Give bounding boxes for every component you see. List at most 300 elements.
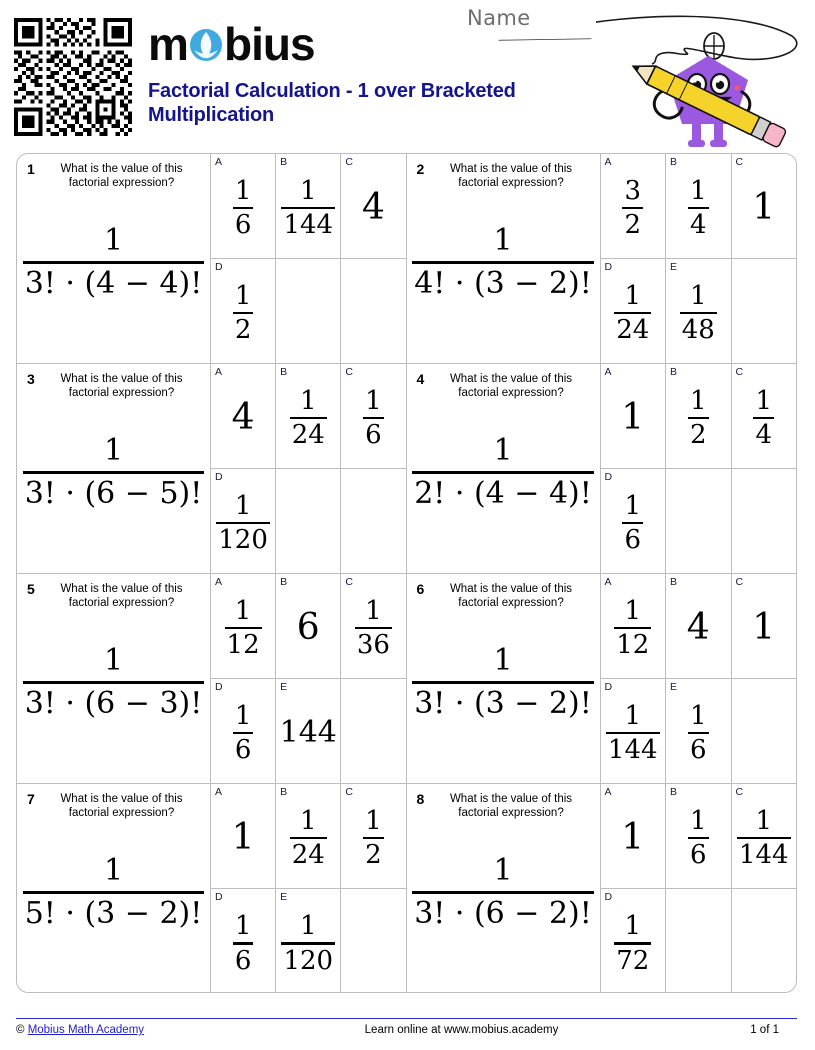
option-cell-empty — [666, 469, 732, 574]
option-letter-a: A — [604, 156, 612, 168]
option-cell-c[interactable] — [341, 574, 405, 678]
option-cell-b[interactable] — [276, 364, 341, 468]
fraction-bar — [606, 732, 660, 735]
option-cell-a[interactable] — [601, 154, 667, 258]
fraction-numerator: 1 — [234, 280, 252, 311]
fraction-numerator: 1 — [624, 280, 642, 311]
fraction-numerator: 1 — [299, 175, 317, 206]
option-letter-a: A — [604, 576, 612, 588]
option-letter-c: C — [345, 786, 353, 798]
question-prompt: What is the value of this factorial expression? — [60, 793, 183, 820]
fraction-numerator: 1 — [365, 805, 382, 836]
fraction-numerator: 1 — [365, 385, 382, 416]
options-row-bottom — [211, 259, 406, 364]
fraction-denominator: 4 — [755, 420, 773, 450]
option-cell-e[interactable] — [276, 679, 341, 784]
option-letter-e: E — [670, 680, 678, 693]
question-row — [17, 784, 796, 993]
fraction — [225, 595, 262, 660]
fraction-numerator: 1 — [755, 805, 773, 836]
whole-number: 144 — [279, 714, 337, 750]
fraction-numerator: 1 — [103, 643, 124, 678]
fraction-denominator: 6 — [624, 525, 642, 555]
footer-divider — [16, 1018, 797, 1019]
option-value — [232, 396, 255, 436]
fraction-denominator: 2 — [365, 840, 382, 871]
question-block — [17, 154, 407, 363]
fraction-bar — [688, 732, 709, 735]
option-value — [737, 804, 791, 869]
fraction-bar — [412, 891, 594, 894]
question-number: 1 — [27, 161, 35, 177]
option-cell-b[interactable] — [666, 574, 732, 678]
option-cell-a[interactable] — [601, 574, 667, 678]
options-row-bottom — [601, 889, 797, 993]
fraction-numerator: 1 — [755, 385, 773, 416]
question-block — [407, 154, 797, 363]
question-row — [17, 364, 796, 574]
option-cell-empty — [666, 889, 732, 993]
fraction-numerator: 1 — [624, 911, 642, 942]
worksheet-header — [0, 0, 815, 150]
option-letter-a: A — [215, 156, 223, 168]
fraction-numerator: 1 — [689, 700, 707, 731]
fraction-bar — [753, 417, 774, 420]
fraction-numerator: 1 — [365, 595, 382, 626]
question-expression — [407, 433, 600, 511]
worksheet-footer — [16, 1024, 797, 1036]
fraction-numerator: 1 — [493, 433, 513, 468]
fraction-denominator: 24 — [616, 315, 650, 345]
option-letter-b: B — [670, 786, 678, 798]
fraction-denominator: 3! · (6 − 2)! — [414, 895, 592, 931]
fraction — [281, 913, 335, 974]
option-letter-b: B — [280, 576, 288, 588]
fraction — [363, 385, 384, 450]
fraction-denominator: 2! · (4 − 4)! — [414, 475, 592, 511]
options-row-top — [601, 784, 797, 889]
fraction-bar — [225, 627, 262, 630]
whole-number: 1 — [752, 186, 776, 228]
option-letter-d: D — [215, 470, 223, 483]
options-row-bottom — [601, 469, 797, 574]
page-title: Factorial Calculation - 1 over Bracketed Multiplication — [148, 80, 516, 126]
option-value — [688, 804, 709, 869]
fraction-bar — [363, 417, 384, 420]
fraction-denominator: 6 — [689, 840, 707, 871]
copyright-symbol: © — [16, 1024, 25, 1036]
fraction — [622, 175, 643, 240]
option-value — [233, 699, 254, 764]
fraction — [412, 223, 594, 301]
option-value — [621, 396, 644, 436]
option-letter-e: E — [670, 260, 678, 273]
fraction-denominator: 3! · (3 − 2)! — [414, 685, 592, 721]
fraction-bar — [622, 522, 643, 525]
option-letter-a: A — [604, 786, 612, 798]
fraction-bar — [233, 732, 254, 735]
fraction-bar — [614, 312, 651, 315]
option-value — [614, 279, 651, 344]
option-value — [290, 804, 327, 869]
question-prompt: What is the value of this factorial expression? — [449, 583, 573, 610]
fraction-numerator: 1 — [689, 280, 707, 311]
fraction-numerator: 1 — [689, 805, 707, 836]
option-cell-c[interactable] — [341, 154, 405, 258]
option-cell-d[interactable] — [601, 679, 667, 784]
whole-number: 1 — [621, 817, 645, 858]
option-letter-c: C — [735, 576, 744, 588]
question-row — [17, 574, 796, 784]
option-letter-b: B — [280, 156, 288, 168]
options-grid — [211, 154, 406, 363]
option-letter-e: E — [280, 680, 288, 693]
option-value — [363, 804, 384, 869]
fraction — [680, 280, 717, 345]
options-grid — [211, 784, 406, 993]
option-cell-empty — [732, 259, 797, 364]
option-cell-c[interactable] — [341, 784, 405, 888]
option-letter-a: A — [215, 366, 223, 378]
fraction — [290, 805, 327, 871]
option-cell-d[interactable] — [211, 259, 276, 364]
fraction-numerator: 1 — [234, 911, 252, 942]
option-value — [752, 606, 775, 646]
option-cell-b[interactable] — [666, 154, 732, 258]
option-cell-empty — [276, 259, 341, 364]
fraction-numerator: 1 — [103, 223, 124, 258]
question-block — [17, 364, 407, 573]
options-grid — [601, 574, 797, 783]
option-value — [614, 594, 651, 659]
option-letter-d: D — [215, 260, 223, 273]
svg-text:bius: bius — [224, 20, 315, 70]
option-cell-e[interactable] — [666, 259, 732, 364]
options-row-top — [601, 574, 797, 679]
fraction-numerator: 1 — [234, 490, 252, 521]
option-letter-b: B — [280, 786, 288, 798]
fraction-bar — [737, 837, 791, 840]
fraction-denominator: 144 — [283, 210, 334, 240]
option-value — [606, 699, 660, 764]
option-cell-a[interactable] — [211, 784, 276, 888]
fraction-bar — [23, 261, 205, 264]
fraction — [412, 853, 594, 931]
question-number: 8 — [416, 791, 425, 807]
option-value — [752, 186, 775, 226]
fraction-denominator: 12 — [616, 630, 650, 660]
question-number: 7 — [27, 791, 35, 807]
fraction-numerator: 3 — [624, 175, 642, 206]
option-letter-a: A — [215, 576, 223, 588]
fraction-denominator: 4 — [689, 210, 707, 240]
option-cell-d[interactable] — [211, 469, 276, 574]
option-cell-c[interactable] — [732, 154, 797, 258]
option-cell-empty — [732, 889, 797, 993]
option-value — [233, 909, 254, 974]
fraction-numerator: 1 — [299, 805, 317, 836]
option-letter-d: D — [604, 470, 613, 483]
fraction-denominator: 144 — [607, 735, 658, 765]
question-prompt: What is the value of this factorial expression? — [60, 373, 183, 400]
option-cell-c[interactable] — [732, 574, 797, 678]
option-value — [281, 909, 335, 974]
options-row-bottom — [601, 259, 797, 364]
question-cell — [407, 364, 601, 573]
fraction-denominator: 2 — [234, 315, 252, 345]
whole-number: 4 — [686, 606, 710, 648]
options-row-top — [211, 154, 406, 259]
option-cell-b[interactable] — [666, 364, 732, 468]
fraction-denominator: 6 — [365, 420, 382, 450]
question-expression — [17, 433, 210, 511]
option-letter-a: A — [604, 366, 612, 378]
fraction-denominator: 6 — [234, 945, 252, 976]
fraction — [753, 385, 774, 450]
fraction-bar — [412, 261, 594, 264]
fraction-bar — [290, 837, 327, 840]
option-value — [687, 606, 710, 646]
fraction-denominator: 120 — [283, 945, 334, 976]
option-cell-b[interactable] — [276, 574, 341, 678]
whole-number: 4 — [231, 396, 255, 438]
option-letter-c: C — [735, 786, 744, 798]
option-cell-e[interactable] — [666, 679, 732, 784]
option-value — [621, 816, 644, 856]
qr-code-icon[interactable] — [14, 18, 132, 136]
fraction — [363, 805, 384, 871]
fraction-bar — [233, 207, 254, 210]
question-block — [17, 574, 407, 783]
fraction-bar — [23, 891, 205, 894]
option-letter-b: B — [670, 576, 678, 588]
fraction-denominator: 12 — [226, 630, 260, 660]
fraction-numerator: 1 — [234, 175, 252, 206]
options-grid — [211, 364, 406, 573]
svg-text:m: m — [148, 20, 188, 70]
option-value — [280, 714, 337, 748]
fraction — [622, 490, 643, 555]
option-cell-empty — [276, 469, 341, 574]
question-prompt: What is the value of this factorial expression? — [60, 583, 183, 610]
option-cell-b[interactable] — [666, 784, 732, 888]
option-cell-empty — [732, 679, 797, 784]
fraction-bar — [281, 207, 335, 210]
fraction-bar — [290, 417, 327, 420]
question-number: 5 — [27, 581, 35, 597]
option-cell-empty — [341, 889, 405, 993]
whole-number: 1 — [231, 817, 255, 858]
fraction-bar — [688, 837, 709, 840]
fraction — [23, 853, 205, 931]
question-cell — [17, 784, 211, 993]
pentagon-mascot-icon — [596, 4, 808, 150]
fraction-bar — [216, 522, 270, 525]
option-cell-d[interactable] — [211, 889, 276, 993]
name-label: Name — [467, 6, 531, 30]
whole-number: 1 — [621, 396, 645, 438]
fraction-denominator: 3! · (6 − 5)! — [24, 475, 203, 511]
option-letter-e: E — [280, 891, 288, 903]
fraction-denominator: 48 — [681, 315, 715, 345]
options-row-top — [601, 154, 797, 259]
footer-center-text: Learn online at www.mobius.academy — [364, 1024, 559, 1036]
option-cell-d[interactable] — [211, 679, 276, 784]
fraction — [233, 913, 254, 974]
options-grid — [211, 574, 406, 783]
fraction — [216, 490, 270, 555]
option-value — [680, 279, 717, 344]
fraction-numerator: 1 — [299, 385, 317, 416]
option-letter-b: B — [280, 366, 288, 378]
question-expression — [407, 643, 600, 721]
fraction — [290, 385, 327, 450]
options-row-bottom — [211, 889, 406, 993]
option-cell-c[interactable] — [732, 784, 797, 888]
fraction — [688, 385, 709, 450]
option-value — [622, 489, 643, 554]
fraction-bar — [233, 312, 254, 315]
fraction-numerator: 1 — [103, 853, 124, 888]
option-letter-b: B — [670, 366, 678, 378]
fraction — [412, 433, 594, 511]
fraction-bar — [614, 942, 651, 945]
fraction-numerator: 1 — [493, 853, 513, 888]
options-row-top — [211, 574, 406, 679]
fraction — [614, 595, 651, 660]
fraction — [23, 433, 205, 511]
question-prompt: What is the value of this factorial expression? — [449, 163, 573, 190]
fraction-bar — [281, 942, 335, 945]
option-value — [753, 384, 774, 449]
option-value — [232, 816, 255, 856]
option-cell-d[interactable] — [601, 889, 667, 993]
fraction-bar — [355, 627, 392, 630]
option-letter-c: C — [345, 156, 353, 168]
option-value — [688, 174, 709, 239]
option-letter-c: C — [345, 366, 353, 378]
fraction-bar — [23, 471, 205, 474]
fraction-denominator: 4! · (3 − 2)! — [414, 265, 592, 301]
fraction-bar — [622, 207, 643, 210]
option-cell-a[interactable] — [601, 364, 667, 468]
option-value — [614, 909, 651, 974]
fraction-bar — [363, 837, 384, 840]
question-cell — [407, 154, 601, 363]
option-cell-b[interactable] — [276, 154, 341, 258]
fraction-bar — [614, 627, 651, 630]
option-cell-b[interactable] — [276, 784, 341, 888]
question-block — [407, 574, 797, 783]
option-cell-empty — [341, 469, 405, 574]
fraction — [688, 700, 709, 765]
fraction — [688, 805, 709, 871]
question-number: 6 — [416, 581, 425, 597]
option-cell-c[interactable] — [732, 364, 797, 468]
option-letter-d: D — [604, 260, 613, 273]
option-value — [290, 384, 327, 449]
question-cell — [407, 574, 601, 783]
fraction-numerator: 1 — [234, 595, 252, 626]
option-value — [355, 594, 392, 659]
option-cell-a[interactable] — [211, 364, 276, 468]
fraction-bar — [233, 942, 254, 945]
fraction-denominator: 2 — [624, 210, 642, 240]
option-letter-d: D — [604, 680, 613, 693]
fraction — [233, 175, 254, 240]
fraction-numerator: 1 — [624, 490, 642, 521]
option-letter-d: D — [215, 891, 223, 903]
option-value — [233, 279, 254, 344]
fraction — [412, 643, 594, 721]
fraction-numerator: 1 — [689, 385, 707, 416]
question-prompt: What is the value of this factorial expression? — [449, 793, 573, 820]
fraction — [606, 700, 660, 765]
option-value — [281, 174, 335, 239]
option-letter-d: D — [604, 891, 613, 903]
fraction-bar — [680, 312, 717, 315]
option-value — [688, 384, 709, 449]
fraction-numerator: 1 — [299, 911, 317, 942]
fraction-denominator: 36 — [356, 630, 390, 660]
question-number: 4 — [416, 371, 425, 387]
option-value — [362, 186, 385, 226]
option-value — [216, 489, 270, 554]
option-cell-a[interactable] — [601, 784, 667, 888]
fraction — [23, 223, 205, 301]
option-cell-c[interactable] — [341, 364, 405, 468]
footer-page-number: 1 of 1 — [750, 1024, 779, 1036]
option-letter-a: A — [215, 786, 223, 798]
option-cell-e[interactable] — [276, 889, 341, 993]
fraction-numerator: 1 — [493, 223, 513, 258]
question-prompt: What is the value of this factorial expression? — [449, 373, 573, 400]
fraction — [23, 643, 205, 721]
options-row-bottom — [601, 679, 797, 784]
fraction-denominator: 3! · (4 − 4)! — [24, 265, 203, 301]
fraction — [688, 175, 709, 240]
option-value — [225, 594, 262, 659]
mobius-math-academy-link[interactable]: Mobius Math Academy — [27, 1024, 145, 1036]
option-value — [622, 174, 643, 239]
fraction — [281, 175, 335, 240]
fraction-denominator: 72 — [616, 945, 650, 976]
option-value — [363, 384, 384, 449]
option-cell-a[interactable] — [211, 154, 276, 258]
option-cell-empty — [341, 679, 405, 784]
options-row-top — [211, 784, 406, 889]
fraction-denominator: 120 — [218, 525, 268, 555]
question-number: 3 — [27, 371, 35, 387]
option-letter-c: C — [735, 366, 744, 378]
fraction — [737, 805, 791, 871]
option-cell-d[interactable] — [601, 259, 667, 364]
question-prompt: What is the value of this factorial expression? — [60, 163, 183, 190]
fraction-denominator: 24 — [291, 420, 325, 450]
options-row-top — [211, 364, 406, 469]
fraction — [614, 280, 651, 345]
options-row-bottom — [211, 469, 406, 574]
fraction — [355, 595, 392, 660]
question-cell — [17, 574, 211, 783]
option-cell-d[interactable] — [601, 469, 667, 574]
fraction-denominator: 24 — [291, 840, 325, 871]
fraction-numerator: 1 — [689, 175, 707, 206]
whole-number: 1 — [752, 606, 776, 648]
whole-number: 6 — [296, 606, 320, 648]
option-cell-a[interactable] — [211, 574, 276, 678]
fraction-denominator: 2 — [689, 420, 707, 450]
